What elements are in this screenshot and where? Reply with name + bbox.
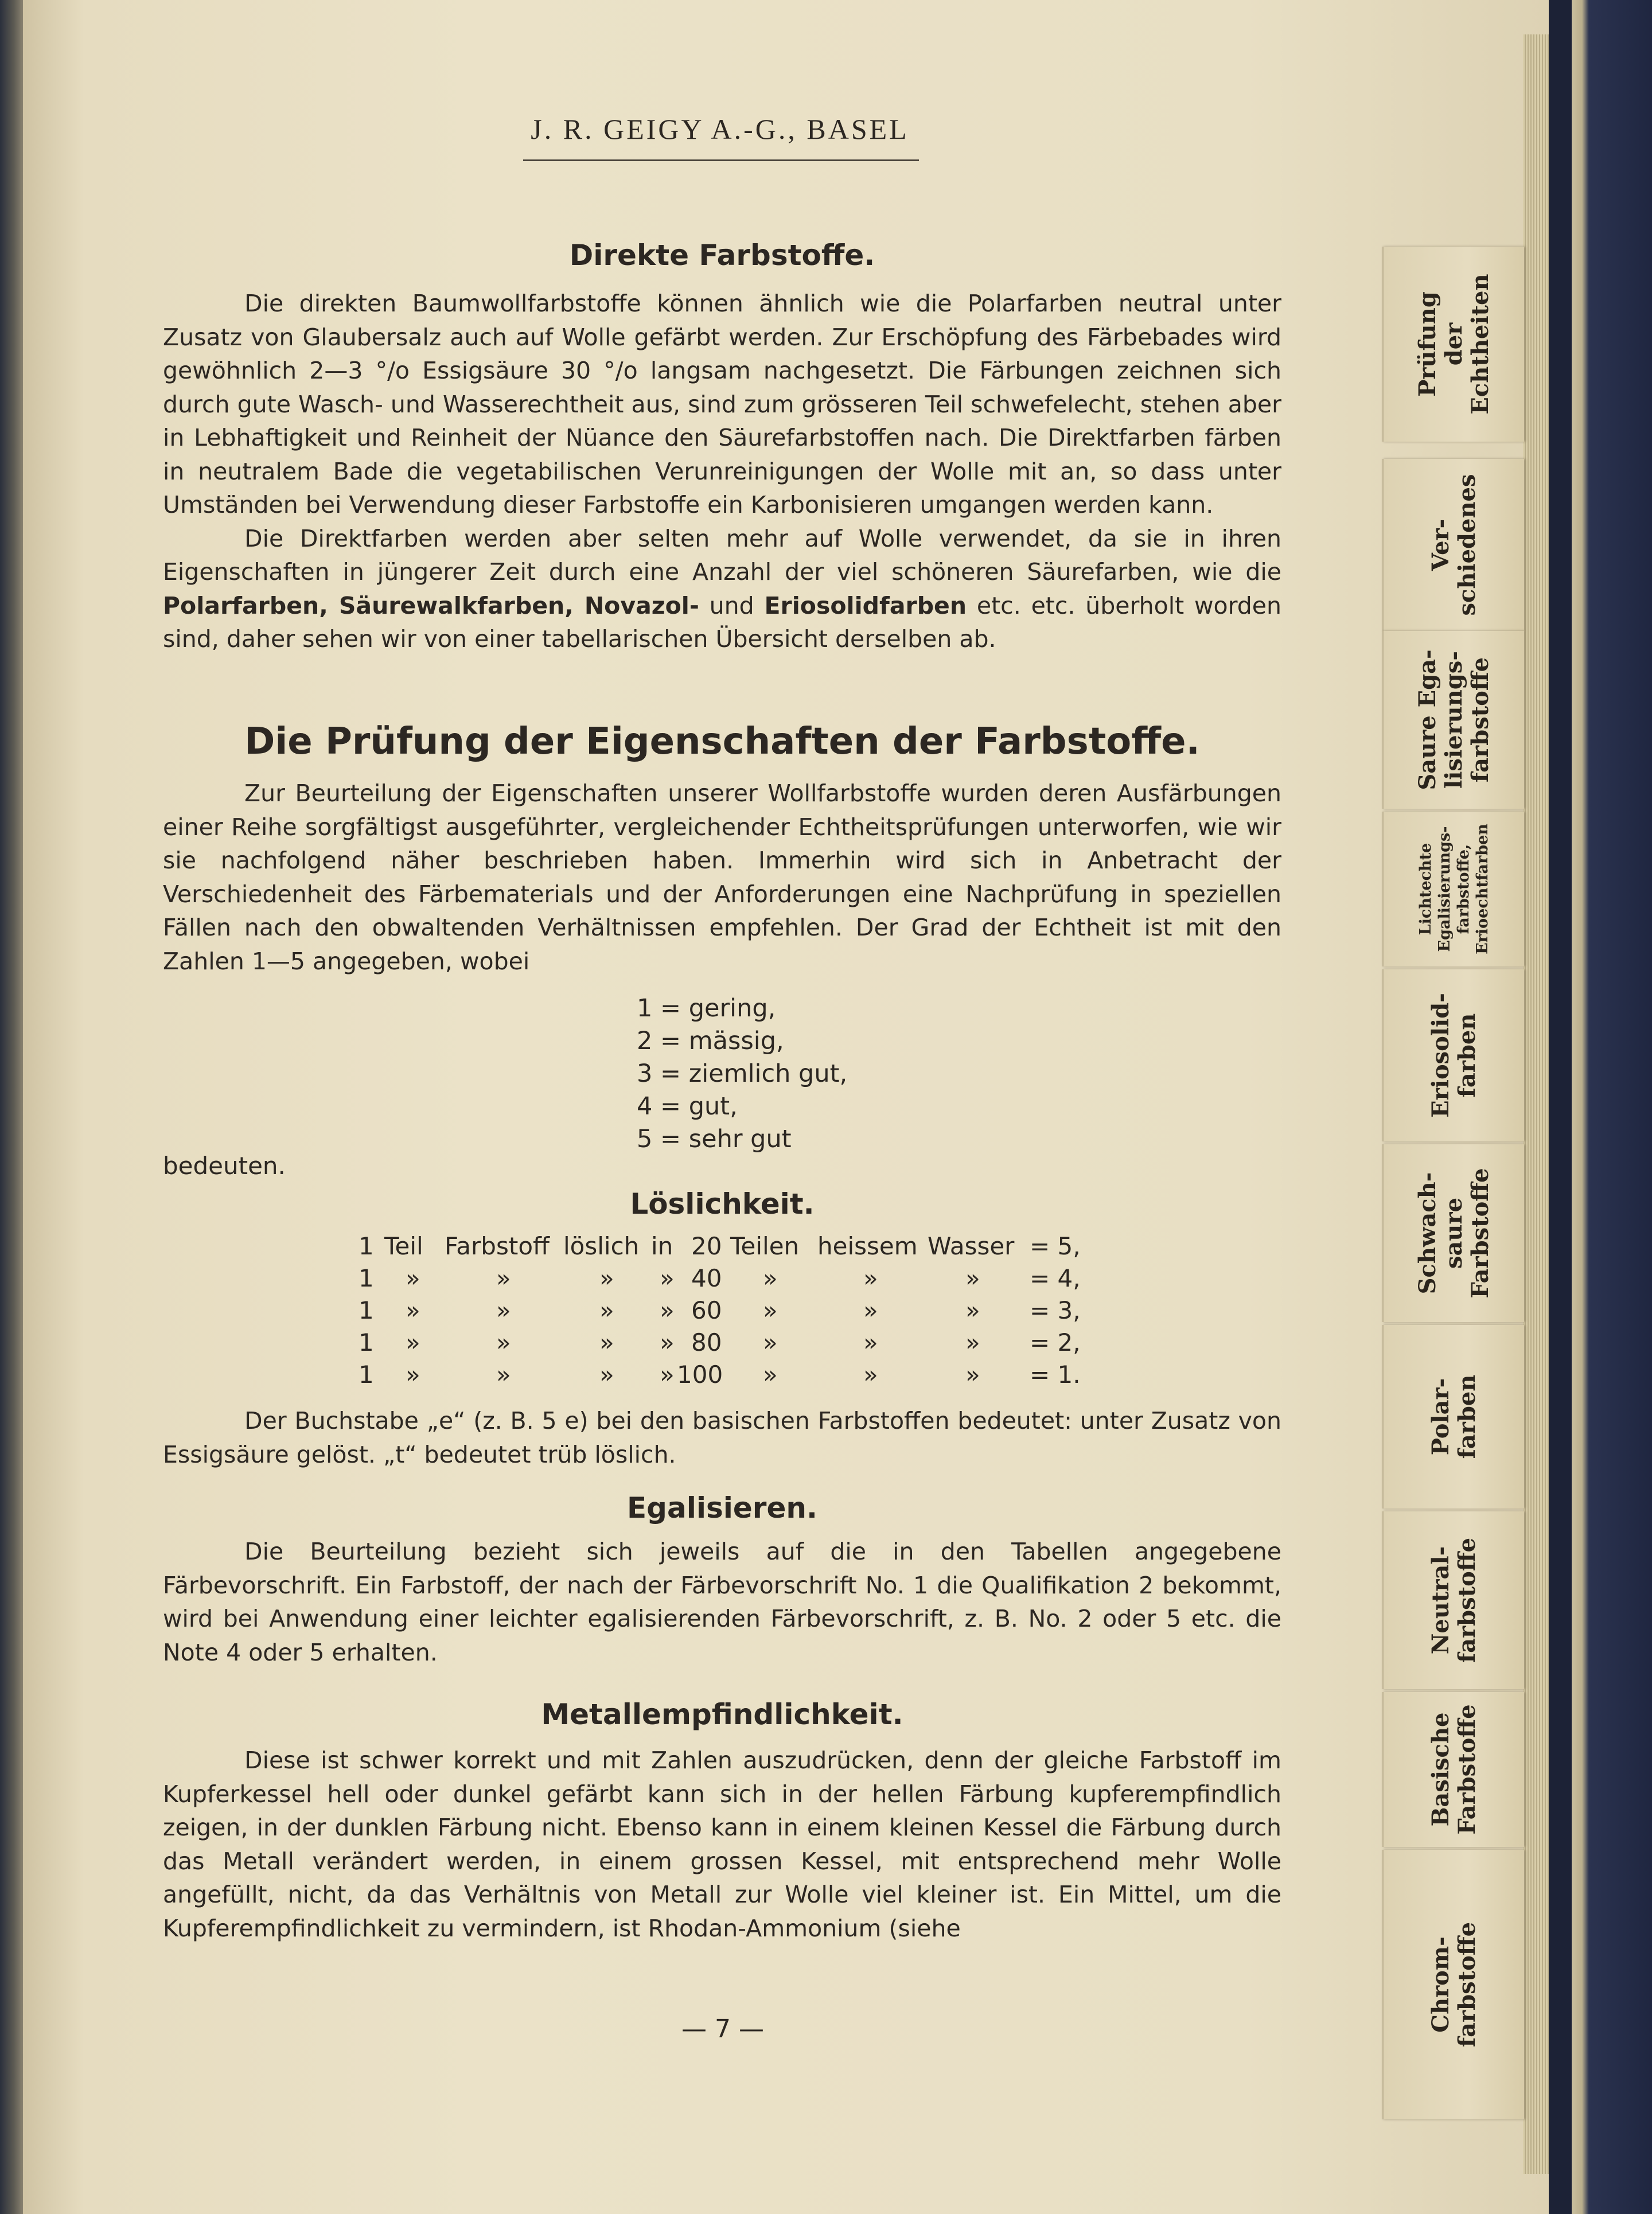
grade-item: 4 = gut, xyxy=(637,1092,738,1121)
solubility-note xyxy=(163,1404,1281,1471)
grade-item: 1 = gering, xyxy=(637,994,776,1023)
paragraph: Zur Beurteilung der Eigenschaften unserer Wollfarbstoffe wurden deren Ausfärbungen einer Reihe sorgfältigst ausgeführter, vergleichender Echtheitsprüfungen unterworfen, wie wir sie nachfolgend näher beschrieben haben. Immerhin wird sich in Anbetracht der Verschiedenheit des Färbematerials und der Anforderungen eine Nachprüfung in speziellen Fällen nach den obwaltenden Verhältnissen empfehlen. Der Grad der Echtheit ist mit den Zahlen 1—5 angegeben, wobei xyxy=(163,779,1281,975)
tab-pruefung-der-echtheiten[interactable]: Prüfung der Echtheiten xyxy=(1382,247,1524,442)
book-cover-right xyxy=(1572,0,1652,2214)
tab-chromfarbstoffe[interactable]: Chrom- farbstoffe xyxy=(1382,1850,1524,2119)
section-title-metall: Metallempfindlichkeit. xyxy=(541,1698,903,1731)
paragraph: Die Direktfarben werden aber selten mehr auf Wolle verwendet, da sie in ihren Eigenschaften in jüngerer Zeit durch eine Anzahl der viel schöneren Säurefarben, wie die Polarfarben, Säurewalkfarben, Novazol- und Eriosolidfarben etc. etc. überholt worden sind, daher sehen wir von einer tabellarischen Übersicht derselben ab. xyxy=(163,524,1282,653)
section-title-loeslichkeit: Löslichkeit. xyxy=(630,1187,815,1221)
grade-item: 5 = sehr gut xyxy=(637,1125,792,1153)
grade-item: 2 = mässig, xyxy=(637,1027,784,1055)
page-number: — 7 — xyxy=(681,2014,764,2044)
table-row: 1 » » » » 40 » » » = 4, xyxy=(359,1264,1081,1292)
paragraph: Die Beurteilung bezieht sich jeweils auf die in den Tabellen angegebene Färbevorschrift. Ein Farbstoff, der nach der Färbevorschrift No. 1 die Qualifikation 2 bekommt, wird bei Anwendung einer leichter egalisierenden Färbevorschrift, z. B. No. 2 oder 5 etc. die Note 4 oder 5 erhalten. xyxy=(163,1538,1281,1666)
table-row: 1 » » » » 100 » » » = 1. xyxy=(359,1361,1081,1389)
running-header: J. R. GEIGY A.-G., BASEL xyxy=(531,113,909,145)
table-row: 1 » » » » 60 » » » = 3, xyxy=(359,1296,1081,1324)
tab-lichtechte-egalisierungsfarbstoffe[interactable]: Lichtechte Egalisierungs- farbstoffe, Erioechtfarben xyxy=(1382,812,1524,966)
section-metall-body xyxy=(163,1744,1281,1945)
tab-eriosolidfarben[interactable]: Eriosolid- farben xyxy=(1382,969,1524,1141)
tab-schwachsaure-farbstoffe[interactable]: Schwach- saure Farbstoffe xyxy=(1382,1144,1524,1322)
table-row: 1 Teil Farbstoff löslich in 20 Teilen heissem Wasser = 5, xyxy=(359,1232,1081,1260)
grade-list xyxy=(637,992,847,1156)
bedeuten-text: bedeuten. xyxy=(163,1152,286,1180)
book-spine-left xyxy=(0,0,23,2214)
section-title-pruefung: Die Prüfung der Eigenschaften der Farbstoffe. xyxy=(244,720,1200,763)
section-pruefung-body xyxy=(163,777,1281,978)
paragraph: Der Buchstabe „e“ (z. B. 5 e) bei den basischen Farbstoffen bedeutet: unter Zusatz von Essigsäure gelöst. „t“ bedeutet trüb löslich. xyxy=(163,1407,1281,1468)
tab-saure-egalisierungsfarbstoffe[interactable]: Saure Ega- lisierungs- farbstoffe xyxy=(1382,631,1524,809)
header-rule xyxy=(523,159,919,161)
section-egalisieren-body xyxy=(163,1535,1281,1669)
tab-basische-farbstoffe[interactable]: Basische Farbstoffe xyxy=(1382,1692,1524,1847)
section-direkte-body xyxy=(163,287,1281,656)
section-title-egalisieren: Egalisieren. xyxy=(627,1491,817,1525)
tab-neutralfarbstoffe[interactable]: Neutral- farbstoffe xyxy=(1382,1511,1524,1689)
solubility-table xyxy=(359,1232,1104,1393)
page-edges xyxy=(1523,34,1549,2174)
grade-item: 3 = ziemlich gut, xyxy=(637,1059,848,1088)
paragraph: Die direkten Baumwollfarbstoffe können ähnlich wie die Polarfarben neutral unter Zusatz von Glaubersalz auch auf Wolle gefärbt werden. Zur Erschöpfung des Färbebades wird gewöhnlich 2—3 °/o Essigsäure 30 °/o langsam nachgesetzt. Die Färbungen zeichnen sich durch gute Wasch- und Wasserechtheit aus, sind zum grösseren Teil schwefelecht, stehen aber in Lebhaftigkeit und Reinheit der Nüance den Säurefarbstoffen nach. Die Direktfarben färben in neutralem Bade die vegetabilischen Verunreinigungen der Wolle mit an, so dass unter Umständen bei Verwendung dieser Farbstoffe ein Karbonisieren umgangen werden kann. xyxy=(163,290,1281,519)
table-row: 1 » » » » 80 » » » = 2, xyxy=(359,1328,1081,1357)
paragraph: Diese ist schwer korrekt und mit Zahlen auszudrücken, denn der gleiche Farbstoff im Kupferkessel hell oder dunkel gefärbt kann sich in der hellen Färbung kupferempfindlich zeigen, in der dunklen Färbung nicht. Ebenso kann in einem kleinen Kessel die Färbung durch das Metall verändert werden, in einem grossen Kessel, mit entsprechend mehr Wolle angefüllt, nicht, da das Verhältnis von Metall zur Wolle viel kleiner ist. Ein Mittel, um die Kupferempfindlichkeit zu vermindern, ist Rhodan-Ammonium (siehe xyxy=(163,1747,1281,1942)
tab-verschiedenes[interactable]: Ver- schiedenes xyxy=(1382,459,1524,631)
section-title-direkte: Direkte Farbstoffe. xyxy=(569,239,875,272)
tab-polarfarben[interactable]: Polar- farben xyxy=(1382,1325,1524,1509)
